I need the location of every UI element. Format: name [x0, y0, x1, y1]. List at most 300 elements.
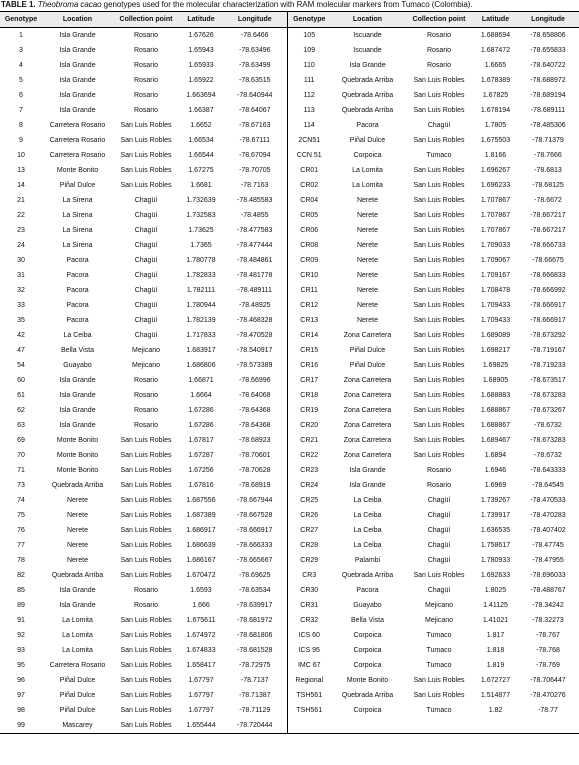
location-cell: Pacora [66, 317, 89, 324]
location-cell: Zona Carretera [343, 407, 392, 414]
collection-point-cell: San Luis Robles [413, 332, 465, 339]
latitude-cell: 1.67797 [188, 692, 214, 699]
latitude-cell: 1.666 [192, 602, 210, 609]
location-cell: La Lomita [62, 617, 93, 624]
location-cell: Nerete [356, 197, 378, 204]
collection-point-cell: San Luis Robles [413, 212, 465, 219]
latitude-cell: 1.782111 [186, 287, 216, 294]
genotype-cell: 114 [287, 118, 331, 133]
table-row [0, 118, 579, 133]
genotype-cell: 8 [19, 122, 23, 129]
latitude-cell: 1.6593 [190, 587, 212, 594]
longitude-cell: -78.673292 [530, 332, 566, 339]
location-cell: Piñal Dulce [349, 137, 386, 144]
table-row [0, 328, 579, 343]
location-cell: Iscuande [353, 47, 382, 54]
collection-point-cell: San Luis Robles [413, 227, 465, 234]
location-cell: Nerete [66, 557, 88, 564]
longitude-cell: -78.6732 [534, 452, 562, 459]
location-cell: Pacora [66, 287, 89, 294]
collection-point-cell: San Luis Robles [120, 617, 172, 624]
table-row [0, 448, 579, 463]
latitude-cell: 1.514877 [480, 692, 511, 699]
collection-point-cell: Chagüí [427, 557, 451, 564]
latitude-cell: 1.678389 [480, 77, 511, 84]
genotype-cell: CR17 [287, 373, 331, 388]
table-row [0, 178, 579, 193]
longitude-cell: -78.6466 [240, 32, 269, 39]
genotype-cell: 95 [17, 662, 25, 669]
genotype-cell: 3 [19, 47, 23, 54]
collection-point-cell: San Luis Robles [120, 497, 172, 504]
collection-point-cell: San Luis Robles [413, 692, 465, 699]
genotype-cell: 30 [17, 257, 25, 264]
longitude-cell: -78.7137 [240, 677, 269, 684]
genotype-cell: CR08 [287, 238, 331, 253]
latitude-cell: 1.6665 [484, 62, 507, 69]
latitude-cell: 1.67256 [188, 467, 214, 474]
table-row [0, 433, 579, 448]
latitude-cell: 1.66544 [188, 152, 214, 159]
collection-point-cell: San Luis Robles [413, 167, 465, 174]
location-cell: Nerete [356, 317, 378, 324]
longitude-cell: -78.573389 [237, 362, 273, 369]
latitude-cell: 1.696267 [480, 167, 511, 174]
table-row [0, 643, 579, 658]
location-cell: Piñal Dulce [59, 707, 96, 714]
longitude-cell: -78.6732 [534, 422, 562, 429]
genotype-cell: 85 [17, 587, 25, 594]
latitude-cell: 1.732583 [186, 212, 216, 219]
longitude-cell: -78.666733 [530, 242, 566, 249]
location-cell: Nerete [66, 542, 88, 549]
longitude-cell: -78.673517 [530, 377, 566, 384]
longitude-cell: -78.673283 [530, 437, 566, 444]
genotype-cell: CR29 [287, 553, 331, 568]
latitude-cell: 1.67816 [188, 482, 214, 489]
genotype-cell: CR32 [287, 613, 331, 628]
genotype-cell: TSH561 [287, 688, 331, 703]
longitude-cell: -78.719167 [530, 347, 566, 354]
longitude-cell: -78.71379 [532, 137, 564, 144]
latitude-cell: 1.675503 [480, 137, 511, 144]
collection-point-cell: Mejicano [131, 362, 160, 369]
genotype-cell: 14 [17, 182, 25, 189]
latitude-cell: 1.65922 [188, 77, 214, 84]
table-row [0, 463, 579, 478]
collection-point-cell: San Luis Robles [120, 677, 172, 684]
location-cell: Quebrada Arriba [341, 92, 394, 99]
location-cell: Monte Bonito [346, 677, 389, 684]
genotype-cell: 24 [17, 242, 25, 249]
longitude-cell: -78.67094 [238, 152, 271, 159]
latitude-cell: 1.780778 [186, 257, 216, 264]
longitude-cell: -78.470276 [530, 692, 566, 699]
header-row [0, 12, 579, 28]
collection-point-cell: San Luis Robles [413, 242, 465, 249]
collection-point-cell: San Luis Robles [413, 677, 465, 684]
collection-point-cell: San Luis Robles [413, 197, 465, 204]
longitude-cell: -78.470528 [237, 332, 273, 339]
genotype-cell: CR20 [287, 418, 331, 433]
latitude-cell: 1.6652 [190, 122, 212, 129]
collection-point-cell: Tumaco [426, 152, 452, 159]
location-cell: Guayabo [353, 602, 382, 609]
location-cell: Monte Bonito [56, 467, 99, 474]
latitude-cell: 1.8166 [484, 152, 507, 159]
table-row [0, 343, 579, 358]
table-row [0, 208, 579, 223]
table-row [0, 508, 579, 523]
genotype-cell: 71 [17, 467, 25, 474]
location-cell: Monte Bonito [56, 437, 99, 444]
latitude-cell: 1.707867 [480, 197, 511, 204]
latitude-cell: 1.6894 [484, 452, 507, 459]
location-cell: Piñal Dulce [59, 677, 96, 684]
location-cell: Isla Grande [59, 107, 96, 114]
latitude-cell: 1.66387 [188, 107, 214, 114]
latitude-cell: 1.686806 [186, 362, 216, 369]
location-cell: Isla Grande [59, 32, 96, 39]
location-cell: Isla Grande [349, 482, 386, 489]
genotype-cell: 5 [19, 77, 23, 84]
longitude-cell: -78.63515 [238, 77, 271, 84]
location-cell: Isla Grande [59, 422, 96, 429]
collection-point-cell: Tumaco [426, 662, 452, 669]
collection-point-cell: San Luis Robles [413, 377, 465, 384]
latitude-cell: 1.732639 [186, 197, 216, 204]
location-cell: Zona Carretera [343, 332, 392, 339]
latitude-cell: 1.67797 [188, 677, 214, 684]
genotype-cell: CR02 [287, 178, 331, 193]
collection-point-cell: Chagüí [134, 317, 158, 324]
genotype-cell: CR12 [287, 298, 331, 313]
location-cell: Monte Bonito [56, 452, 99, 459]
latitude-cell: 1.688883 [480, 392, 511, 399]
latitude-cell: 1.636535 [480, 527, 511, 534]
location-cell: Zona Carretera [343, 437, 392, 444]
latitude-cell: 1.707867 [480, 227, 511, 234]
genotype-cell: CR11 [287, 283, 331, 298]
genotype-cell: 78 [17, 557, 25, 564]
genotype-cell: 63 [17, 422, 25, 429]
collection-point-cell: Chagüí [427, 512, 451, 519]
collection-point-cell: Rosario [133, 407, 159, 414]
table-row [0, 538, 579, 553]
longitude-cell: -78.666917 [530, 302, 566, 309]
genotype-cell: CR26 [287, 508, 331, 523]
genotype-cell: CR10 [287, 268, 331, 283]
collection-point-cell: San Luis Robles [413, 302, 465, 309]
longitude-cell: -78.681528 [237, 647, 273, 654]
table-row [0, 103, 579, 118]
latitude-cell: 1.687472 [480, 47, 511, 54]
table-row [0, 493, 579, 508]
longitude-cell [517, 718, 579, 734]
table-row [0, 688, 579, 703]
longitude-cell: -78.719233 [530, 362, 566, 369]
collection-point-cell: San Luis Robles [413, 452, 465, 459]
genotype-cell: 97 [17, 692, 25, 699]
genotype-cell: 99 [0, 718, 42, 734]
location-cell: Pacora [356, 122, 379, 129]
genotype-cell: CR16 [287, 358, 331, 373]
longitude-cell: -78.665667 [237, 557, 273, 564]
collection-point-cell: San Luis Robles [120, 572, 172, 579]
latitude-cell: 1.708478 [480, 287, 511, 294]
latitude-cell: 1.688867 [480, 407, 511, 414]
location-cell: Isla Grande [59, 377, 96, 384]
longitude-cell: -78.64368 [238, 422, 271, 429]
latitude-cell: 1.65933 [188, 62, 214, 69]
longitude-cell: -78.769 [536, 662, 560, 669]
latitude-cell: 1.686639 [186, 542, 216, 549]
genotype-cell: CR27 [287, 523, 331, 538]
latitude-cell: 1.66534 [188, 137, 214, 144]
latitude-cell: 1.655444 [179, 718, 223, 734]
collection-point-cell: San Luis Robles [120, 122, 172, 129]
genotype-cell: 113 [287, 103, 331, 118]
collection-point-cell: Chagüí [427, 122, 451, 129]
table-row [0, 193, 579, 208]
longitude-cell: -78.63496 [238, 47, 271, 54]
location-cell: Guayabo [63, 362, 92, 369]
location-cell: La Sirena [62, 242, 93, 249]
latitude-cell: 1.6946 [484, 467, 507, 474]
header-collection-point-2: Collection point [404, 12, 474, 28]
table-row [0, 613, 579, 628]
latitude-cell: 1.709067 [480, 257, 511, 264]
header-latitude-2: Latitude [474, 12, 517, 28]
location-cell: Mascarey [42, 718, 113, 734]
collection-point-cell: San Luis Robles [413, 422, 465, 429]
location-cell: Isla Grande [59, 62, 96, 69]
collection-point-cell: Chagüí [134, 197, 158, 204]
location-cell: Quebrada Arriba [341, 77, 394, 84]
collection-point-cell: Tumaco [426, 632, 452, 639]
longitude-cell: -78.485306 [530, 122, 566, 129]
genotype-cell: 91 [17, 617, 25, 624]
genotype-cell: Regional [287, 673, 331, 688]
genotype-cell: 92 [17, 632, 25, 639]
location-cell: Iscuande [353, 32, 382, 39]
genotype-cell: CR28 [287, 538, 331, 553]
location-cell: Isla Grande [59, 407, 96, 414]
longitude-cell: -78.477583 [237, 227, 273, 234]
collection-point-cell: San Luis Robles [120, 632, 172, 639]
collection-point-cell: Rosario [133, 92, 159, 99]
genotype-cell: CR01 [287, 163, 331, 178]
genotype-cell: 32 [17, 287, 25, 294]
table-body [0, 28, 579, 734]
genotype-cell: 22 [17, 212, 25, 219]
location-cell: Nerete [356, 272, 378, 279]
table-row [0, 373, 579, 388]
longitude-cell: -78.66996 [238, 377, 271, 384]
longitude-cell: -78.639917 [237, 602, 273, 609]
location-cell: Zona Carretera [343, 422, 392, 429]
genotype-cell: 69 [17, 437, 25, 444]
header-location: Location [42, 12, 113, 28]
location-cell: Isla Grande [349, 467, 386, 474]
latitude-cell: 1.717833 [186, 332, 216, 339]
longitude-cell: -78.484861 [237, 257, 273, 264]
longitude-cell: -78.67163 [238, 122, 271, 129]
genotype-cell: CR25 [287, 493, 331, 508]
table-row [0, 253, 579, 268]
genotype-cell: CR30 [287, 583, 331, 598]
collection-point-cell: San Luis Robles [120, 707, 172, 714]
collection-point-cell: Rosario [426, 62, 452, 69]
latitude-cell: 1.678194 [480, 107, 511, 114]
collection-point-cell [404, 718, 474, 734]
collection-point-cell: Chagüí [427, 542, 451, 549]
latitude-cell: 1.67286 [188, 422, 214, 429]
genotype-cell: TSH561 [287, 703, 331, 718]
latitude-cell: 1.687556 [186, 497, 216, 504]
latitude-cell: 1.707867 [480, 212, 511, 219]
latitude-cell: 1.69825 [482, 362, 509, 369]
genotype-cell: 74 [17, 497, 25, 504]
table-row [0, 283, 579, 298]
collection-point-cell: Rosario [133, 422, 159, 429]
latitude-cell: 1.780933 [480, 557, 511, 564]
location-cell: Nerete [66, 512, 88, 519]
longitude-cell: -78.71129 [239, 707, 271, 714]
collection-point-cell: Chagüí [427, 497, 451, 504]
collection-point-cell: San Luis Robles [120, 662, 172, 669]
latitude-cell: 1.7805 [484, 122, 507, 129]
latitude-cell: 1.686167 [186, 557, 216, 564]
collection-point-cell: Chagüí [134, 257, 158, 264]
latitude-cell [474, 718, 517, 734]
genotype-cell: CR21 [287, 433, 331, 448]
collection-point-cell: San Luis Robles [120, 182, 172, 189]
latitude-cell: 1.663694 [186, 92, 216, 99]
genotype-cell: 105 [287, 28, 331, 44]
location-cell: Quebrada Arriba [341, 107, 394, 114]
latitude-cell: 1.688694 [480, 32, 511, 39]
genotype-cell: 42 [17, 332, 25, 339]
genotype-cell: 96 [17, 677, 25, 684]
location-cell: Zona Carretera [343, 392, 392, 399]
longitude-cell: -78.666917 [530, 317, 566, 324]
genotype-cell: 62 [17, 407, 25, 414]
longitude-cell: -78.681972 [237, 617, 273, 624]
collection-point-cell: Rosario [426, 482, 452, 489]
table-row [0, 148, 579, 163]
genotype-cell: CR14 [287, 328, 331, 343]
genotype-table [0, 11, 579, 734]
header-longitude: Longitude [223, 12, 287, 28]
latitude-cell: 1.698217 [480, 347, 511, 354]
latitude-cell: 1.65943 [188, 47, 214, 54]
latitude-cell: 1.73625 [188, 227, 214, 234]
collection-point-cell: San Luis Robles [113, 718, 179, 734]
collection-point-cell: San Luis Robles [413, 137, 465, 144]
collection-point-cell: San Luis Robles [120, 512, 172, 519]
latitude-cell: 1.687389 [186, 512, 216, 519]
collection-point-cell: Rosario [426, 32, 452, 39]
genotype-cell: 76 [17, 527, 25, 534]
latitude-cell: 1.6664 [190, 392, 212, 399]
location-cell: Bella Vista [351, 617, 384, 624]
location-cell: Quebrada Arriba [51, 572, 104, 579]
collection-point-cell: Mejicano [424, 617, 453, 624]
longitude-cell: -78.673267 [530, 407, 566, 414]
genotype-cell: 9 [19, 137, 23, 144]
table-row [0, 658, 579, 673]
collection-point-cell: San Luis Robles [120, 437, 172, 444]
genotype-cell: 21 [17, 197, 25, 204]
collection-point-cell: San Luis Robles [413, 407, 465, 414]
longitude-cell: -78.667217 [530, 212, 566, 219]
collection-point-cell: San Luis Robles [413, 182, 465, 189]
longitude-cell: -78.77 [538, 707, 558, 714]
genotype-cell: 111 [287, 73, 331, 88]
genotype-cell: 23 [17, 227, 25, 234]
longitude-cell: -78.481778 [237, 272, 273, 279]
location-cell: Nerete [356, 257, 378, 264]
collection-point-cell: San Luis Robles [413, 287, 465, 294]
table-row [0, 523, 579, 538]
genotype-cell: CCN 51 [287, 148, 331, 163]
collection-point-cell: Chagüí [134, 242, 158, 249]
header-location-2: Location [331, 12, 404, 28]
collection-point-cell: Chagüí [427, 527, 451, 534]
location-cell: Quebrada Arriba [341, 692, 394, 699]
collection-point-cell: San Luis Robles [413, 437, 465, 444]
longitude-cell: -78.666992 [530, 287, 566, 294]
collection-point-cell: San Luis Robles [413, 572, 465, 579]
latitude-cell: 1.818 [486, 647, 505, 654]
location-cell: La Ceiba [353, 497, 382, 504]
longitude-cell: -78.63499 [238, 62, 271, 69]
table-row [0, 703, 579, 718]
location-cell: Isla Grande [59, 92, 96, 99]
longitude-cell: -78.720444 [223, 718, 287, 734]
longitude-cell: -78.63534 [238, 587, 271, 594]
collection-point-cell: Chagüí [134, 332, 158, 339]
table-row [0, 388, 579, 403]
latitude-cell: 1.674833 [186, 647, 216, 654]
genotype-cell: 112 [287, 88, 331, 103]
genotype-cell: 10 [17, 152, 25, 159]
location-cell: Zona Carretera [343, 452, 392, 459]
location-cell: La Sirena [62, 197, 93, 204]
longitude-cell: -78.64068 [238, 392, 271, 399]
latitude-cell: 1.67797 [188, 707, 214, 714]
longitude-cell: -78.47955 [532, 557, 564, 564]
latitude-cell: 1.66871 [188, 377, 214, 384]
genotype-cell: 70 [17, 452, 25, 459]
collection-point-cell: Mejicano [131, 347, 160, 354]
collection-point-cell: San Luis Robles [120, 152, 172, 159]
longitude-cell: -78.767 [536, 632, 560, 639]
longitude-cell: -78.706447 [530, 677, 566, 684]
location-cell: Pacora [356, 587, 379, 594]
genotype-cell: 109 [287, 43, 331, 58]
longitude-cell: -78.688972 [530, 77, 566, 84]
table-row [0, 58, 579, 73]
collection-point-cell: San Luis Robles [120, 482, 172, 489]
collection-point-cell: San Luis Robles [120, 692, 172, 699]
header-genotype-2: Genotype [287, 12, 331, 28]
longitude-cell: -78.64067 [238, 107, 271, 114]
latitude-cell: 1.82 [488, 707, 503, 714]
header-longitude-2: Longitude [517, 12, 579, 28]
table-row [0, 73, 579, 88]
